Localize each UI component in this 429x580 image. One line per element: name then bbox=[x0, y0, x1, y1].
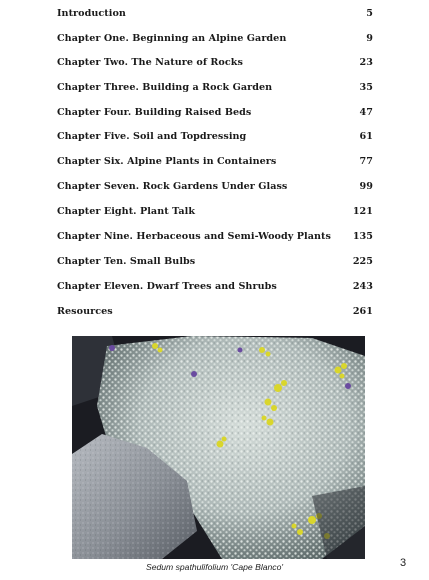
photo-caption: Sedum spathulifolium 'Cape Blanco' bbox=[145, 562, 284, 572]
toc-entry-page: 243 bbox=[352, 281, 373, 292]
toc-entry-page: 135 bbox=[352, 231, 373, 242]
toc-entry-title: Chapter Six. Alpine Plants in Containers bbox=[57, 156, 277, 167]
toc-entry-page: 225 bbox=[352, 256, 373, 267]
toc-entry-title: Chapter Seven. Rock Gardens Under Glass bbox=[57, 181, 288, 192]
toc-entry-page: 99 bbox=[359, 181, 373, 192]
toc-entry-page: 47 bbox=[359, 107, 373, 118]
toc-entry bbox=[57, 82, 375, 98]
toc-entry-title: Chapter One. Beginning an Alpine Garden bbox=[57, 33, 287, 44]
toc-entry bbox=[57, 8, 375, 24]
toc-entry-page: 5 bbox=[366, 8, 373, 19]
toc-entry-title: Chapter Eight. Plant Talk bbox=[57, 206, 196, 217]
toc-entry bbox=[57, 206, 375, 222]
toc-entry-title: Chapter Nine. Herbaceous and Semi-Woody Plants bbox=[57, 231, 331, 242]
toc-entry bbox=[57, 57, 375, 73]
sedum-photo-illustration bbox=[72, 336, 365, 559]
toc-entry-title: Resources bbox=[57, 306, 113, 317]
toc-entry bbox=[57, 33, 375, 49]
toc-entry-page: 23 bbox=[359, 57, 373, 68]
toc-entry-title: Chapter Five. Soil and Topdressing bbox=[57, 131, 247, 142]
toc-entry-title: Chapter Three. Building a Rock Garden bbox=[57, 82, 273, 93]
toc-entry-title: Chapter Two. The Nature of Rocks bbox=[57, 57, 243, 68]
toc-entry-page: 9 bbox=[366, 33, 373, 44]
toc-entry bbox=[57, 306, 375, 322]
toc-entry bbox=[57, 181, 375, 197]
toc-entry-page: 35 bbox=[359, 82, 373, 93]
toc-entry-title: Introduction bbox=[57, 8, 126, 19]
toc-entry bbox=[57, 281, 375, 297]
toc-entry-page: 61 bbox=[359, 131, 373, 142]
toc-entry-title: Chapter Ten. Small Bulbs bbox=[57, 256, 196, 267]
plant-photo bbox=[72, 336, 365, 559]
toc-entry-page: 121 bbox=[352, 206, 373, 217]
toc-entry bbox=[57, 231, 375, 247]
toc-entry bbox=[57, 256, 375, 272]
toc-entry-title: Chapter Four. Building Raised Beds bbox=[57, 107, 252, 118]
toc-entry bbox=[57, 131, 375, 147]
page-number: 3 bbox=[400, 557, 407, 569]
toc-entry bbox=[57, 156, 375, 172]
toc-entry-page: 77 bbox=[359, 156, 373, 167]
toc-entry-title: Chapter Eleven. Dwarf Trees and Shrubs bbox=[57, 281, 277, 292]
toc-entry-page: 261 bbox=[352, 306, 373, 317]
toc-entry bbox=[57, 107, 375, 123]
